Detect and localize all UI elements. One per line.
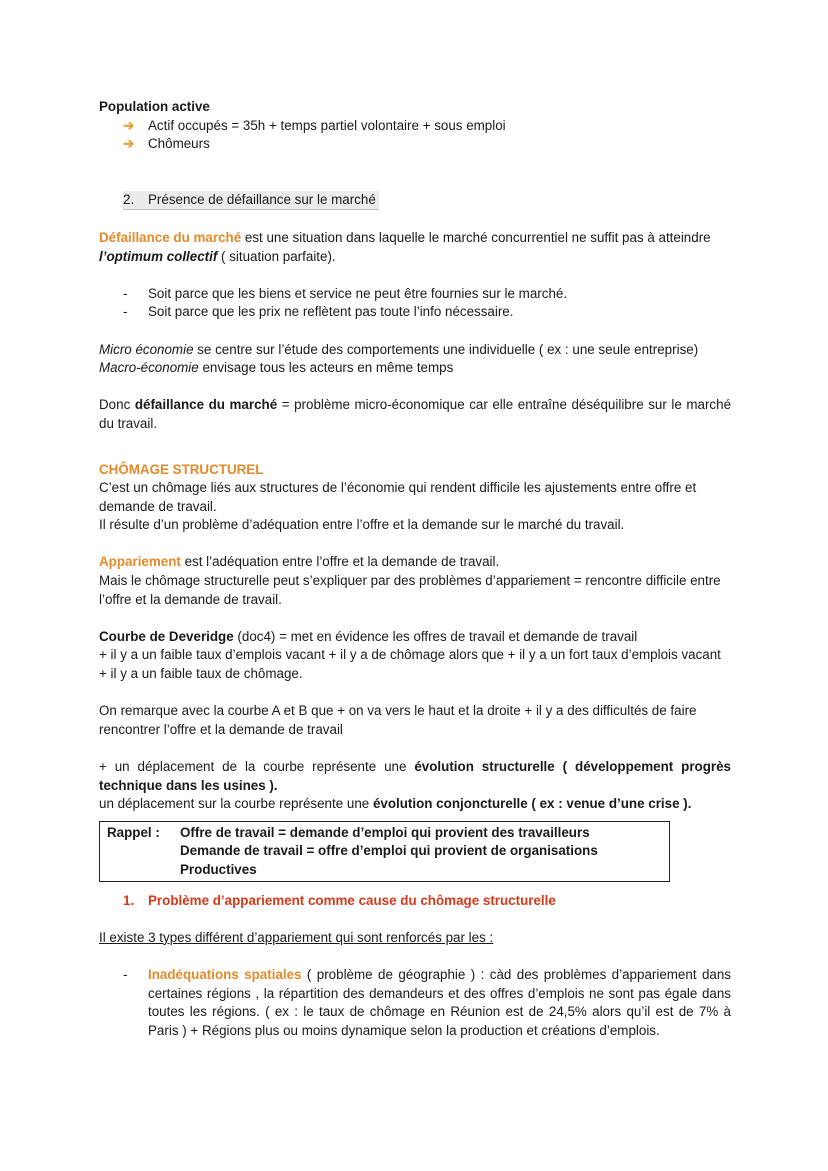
deplacement-paragraph-1: + un déplacement de la courbe représente une évolution structurelle ( développement progrès technique dans les usines ). — [99, 759, 732, 793]
deplacement-paragraph-2: un déplacement sur la courbe représente une évolution conjoncturelle ( ex : venue d’une crise ). — [99, 796, 692, 812]
types-intro: Il existe 3 types différent d’appariement qui sont renforcés par les : — [99, 929, 494, 945]
donc-paragraph: Donc défaillance du marché = problème micro-économique car elle entraîne déséquilibre sur le marché du travail. — [99, 397, 732, 431]
list-item: - Soit parce que les biens et service ne peut être fournies sur le marché. — [99, 285, 731, 304]
chomage-title: CHÔMAGE STRUCTUREL — [99, 461, 264, 477]
rappel-label: Rappel : — [107, 824, 160, 840]
section-heading-2: 2. Présence de défaillance sur le marché — [99, 191, 731, 211]
dash-bullet: - — [123, 966, 128, 982]
document-page — [99, 98, 731, 1040]
arrow-right-icon: ➔ — [123, 117, 135, 133]
list-item: - Soit parce que les prix ne reflètent pas toute l’info nécessaire. — [99, 303, 731, 322]
remarque-paragraph: On remarque avec la courbe A et B que + on va vers le haut et la droite + il y a des difficultés de faire rencontrer l’offre et la demande de travail — [99, 703, 697, 737]
dash-bullet: - — [123, 304, 128, 320]
arrow-right-icon: ➔ — [123, 136, 135, 152]
macro-economie-line: Macro-économie envisage tous les acteurs en même temps — [99, 360, 454, 376]
list-item: - Inadéquations spatiales ( problème de géographie ) : càd des problèmes d’appariement dans certaines régions , la répartition des demandeurs et des offres d’emplois ne sont pas égale dans toutes les régions. ( ex : le taux de chômage en Réunion est de 24,5% alors qu’il est de 7% à Paris ) + Régions plus ou moins dynamique selon la production et créations d’emplois. — [123, 966, 731, 1038]
list-item: ➔ Chômeurs — [99, 135, 731, 154]
chomage-paragraph-1: C’est un chômage liés aux structures de l’économie qui rendent difficile les ajustements entre offre et demande de travail. — [99, 480, 697, 514]
list-item: ➔ Actif occupés = 35h + temps partiel volontaire + sous emploi — [99, 117, 731, 136]
rappel-box: Rappel : Offre de travail = demande d’emploi qui provient des travailleurs Demande de travail = offre d’emploi qui provient de organisations Productives — [99, 821, 670, 882]
defaillance-paragraph: Défaillance du marché est une situation dans laquelle le marché concurrentiel ne suffit pas à atteindre l’optimum collectif ( situation parfaite). — [99, 229, 711, 264]
appariement-definition: Appariement est l’adéquation entre l’offre et la demande de travail. — [99, 554, 500, 570]
courbe-definition: Courbe de Deveridge (doc4) = met en évidence les offres de travail et demande de travail — [99, 628, 638, 644]
chomage-paragraph-2: Il résulte d’un problème d’adéquation entre l’offre et la demande sur le marché du travail. — [99, 517, 625, 533]
section-heading-1: 1. Problème d’appariement comme cause du chômage structurelle — [123, 892, 556, 908]
population-title: Population active — [99, 99, 210, 114]
micro-economie-line: Micro économie se centre sur l’étude des comportements une individuelle ( ex : une seule entreprise) — [99, 341, 699, 357]
appariement-paragraph: Mais le chômage structurelle peut s’expliquer par des problèmes d’appariement = rencontre difficile entre l’offre et la demande de travail. — [99, 573, 721, 607]
dash-bullet: - — [123, 285, 128, 301]
courbe-paragraph: + il y a un faible taux d’emplois vacant + il y a de chômage alors que + il y a un fort taux d’emplois vacant + il y a un faible taux de chômage. — [99, 647, 721, 682]
